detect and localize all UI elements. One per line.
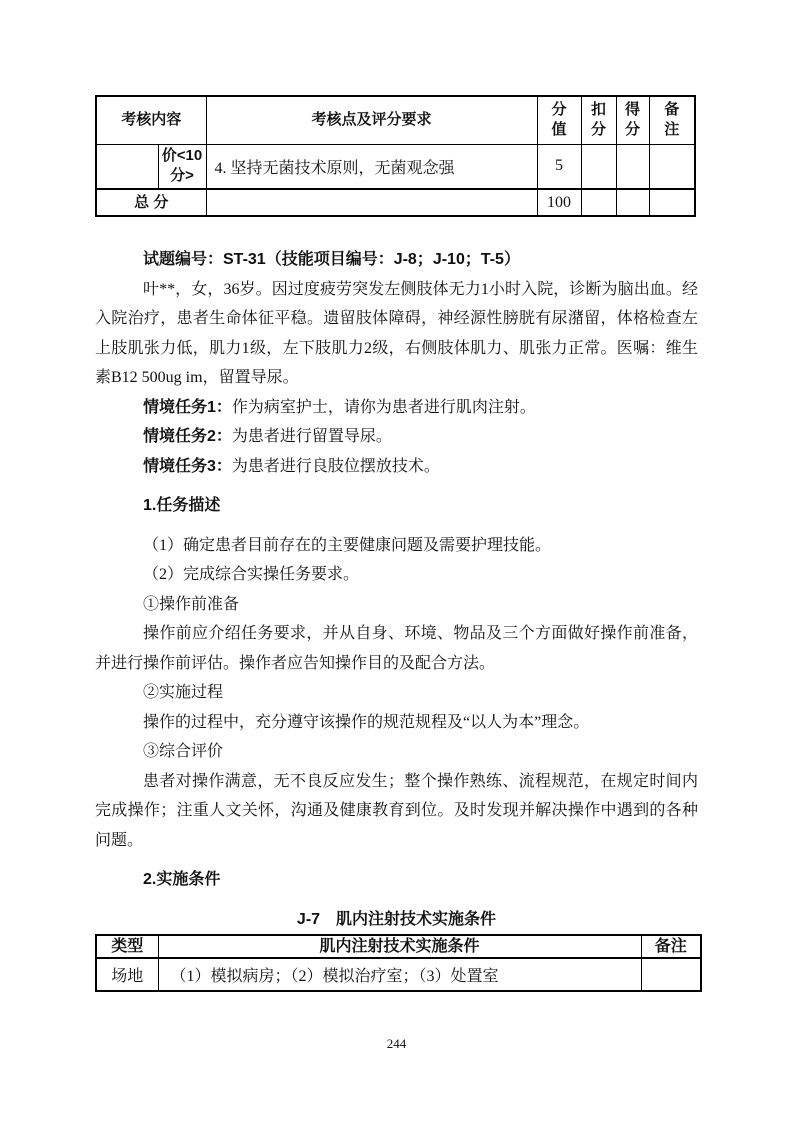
header-deduction [581, 96, 616, 144]
scenario-task-3-text: 为患者进行良肢位摆放技术。 [231, 457, 440, 475]
cell-deduction [581, 144, 616, 189]
scenario-task-1 [95, 393, 698, 423]
header-exam-content: 考核内容 [96, 96, 206, 144]
cell-category [96, 144, 158, 189]
scenario-task-1-text: 作为病室护士，请你为患者进行肌肉注射。 [231, 398, 536, 416]
cond-cell-condition: （1）模拟病房；（2）模拟治疗室；（3）处置室 [158, 958, 641, 991]
evaluation-text: 患者对操作满意，无不良反应发生；整个操作熟练、流程规范，在规定时间内完成操作；注重人文关怀，沟通及健康教育到位。及时发现并解决操作中遇到的各种问题。 [95, 772, 698, 849]
cell-score: 5 [537, 144, 581, 189]
condition-table-data-row [96, 958, 701, 991]
implementation-text: 操作的过程中，充分遵守该操作的规范规程及“以人为本”理念。 [143, 713, 590, 731]
cell-subcategory: 价<10分> [158, 144, 206, 189]
cond-cell-type: 场地 [96, 958, 158, 991]
header-score-value [537, 96, 581, 144]
scenario-task-3-label: 情境任务3： [143, 457, 232, 475]
scenario-task-1-label: 情境任务1： [143, 398, 232, 416]
condition-table [95, 934, 702, 992]
sub-heading-preparation: ①操作前准备 [143, 595, 240, 613]
page-number: 244 [386, 1036, 407, 1051]
cell-total-label: 总 分 [96, 189, 206, 216]
scenario-task-2 [95, 422, 698, 452]
task-list-item-1: （1）确定患者目前存在的主要健康问题及需要护理技能。 [143, 536, 552, 554]
cell-gained [616, 144, 649, 189]
page-content [95, 95, 698, 992]
section-1-heading: 1.任务描述 [143, 497, 221, 514]
header-gained [616, 96, 649, 144]
condition-table-title: J-7 肌内注射技术实施条件 [296, 910, 497, 928]
cell-total-remarks [649, 189, 695, 216]
section-2-heading: 2.实施条件 [143, 871, 221, 888]
cell-total-deduction [581, 189, 616, 216]
header-points-requirements: 考核点及评分要求 [206, 96, 537, 144]
header-remarks-text: 备注 [664, 101, 680, 139]
header-deduction-text: 扣分 [591, 101, 607, 139]
sub-heading-evaluation: ③综合评价 [143, 743, 224, 760]
cell-point: 4. 坚持无菌技术原则，无菌观念强 [206, 144, 537, 189]
task-list-item-2: （2）完成综合实操任务要求。 [143, 566, 360, 583]
question-id-title: 试题编号：ST-31（技能项目编号：J-8；J-10；T-5） [143, 251, 520, 268]
score-table [95, 95, 696, 217]
condition-table-header-row [96, 935, 701, 958]
cell-remarks [649, 144, 695, 189]
score-table-total-row [96, 189, 695, 216]
cond-header-remarks: 备注 [641, 935, 701, 958]
header-remarks [649, 96, 695, 144]
cond-header-condition: 肌内注射技术实施条件 [158, 935, 641, 958]
cell-total-score: 100 [537, 189, 581, 216]
cell-total-point [206, 189, 537, 216]
score-table-header-row [96, 96, 695, 144]
cond-header-type: 类型 [96, 935, 158, 958]
preparation-text: 操作前应介绍任务要求，并从自身、环境、物品及三个方面做好操作前准备，并进行操作前评估。操作者应告知操作目的及配合方法。 [95, 625, 698, 672]
score-table-item-row [96, 144, 695, 189]
sub-heading-implementation: ②实施过程 [143, 684, 224, 701]
cond-cell-remarks [641, 958, 701, 991]
case-description: 叶**，女，36岁。因过度疲劳突发左侧肢体无力1小时入院，诊断为脑出血。经入院治疗，患者生命体征平稳。遗留肢体障碍，神经源性膀胱有尿潴留，体格检查左上肢肌张力低，肌力1级，左下肢肌力2级，右侧肢体肌力、肌张力正常。医嘱：维生素B12 500ug im，留置导尿。 [95, 280, 698, 386]
scenario-task-2-text: 为患者进行留置导尿。 [231, 428, 392, 445]
scenario-task-3 [95, 452, 698, 482]
header-gained-text: 得分 [625, 101, 641, 139]
scenario-task-2-label: 情境任务2： [143, 428, 232, 445]
header-score-value-text: 分值 [551, 101, 567, 139]
cell-total-gained [616, 189, 649, 216]
